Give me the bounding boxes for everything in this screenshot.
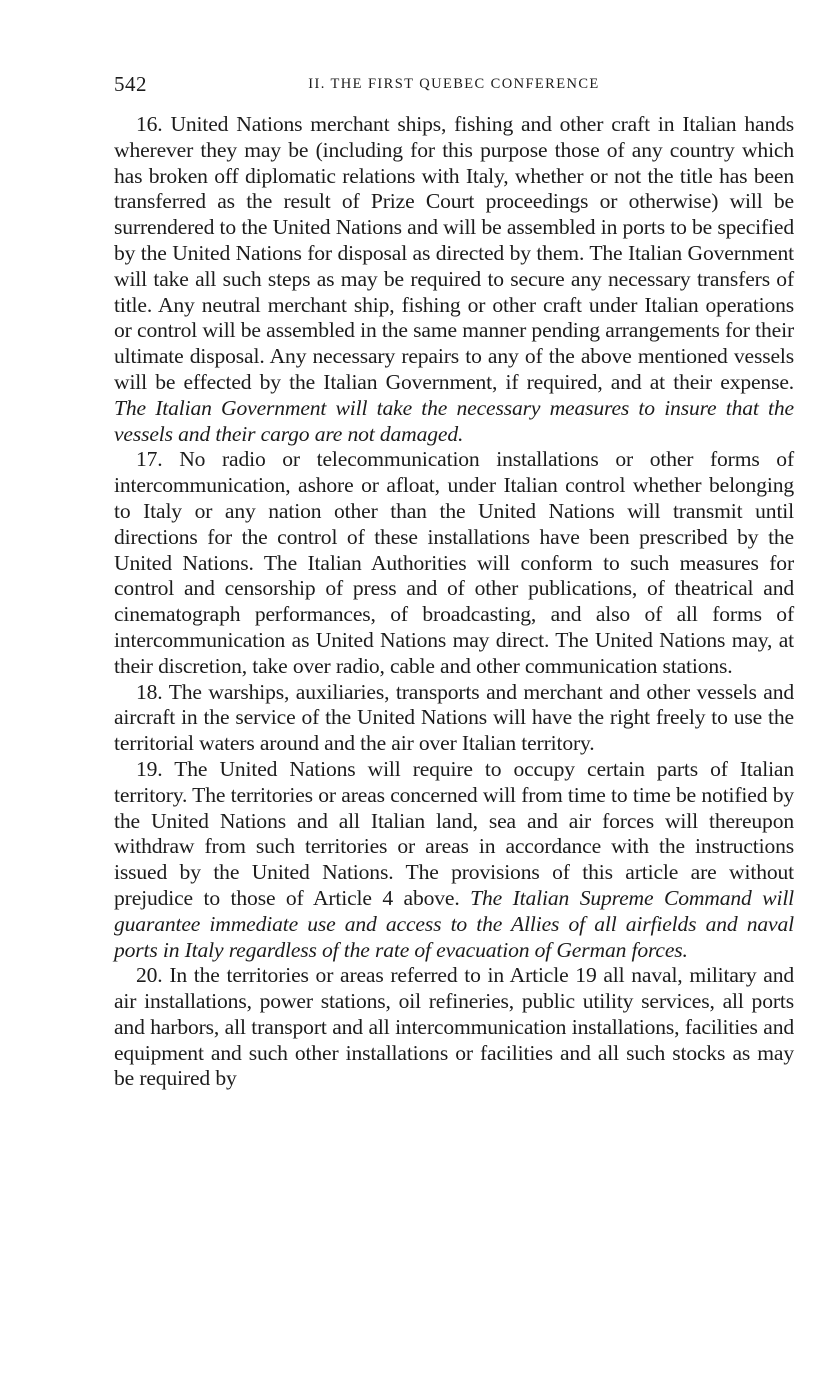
document-page xyxy=(114,70,794,1092)
article-19-italic-text: The Italian Supreme Command will guarantee immediate use and access to the Allies of all airfields and naval ports in Italy regardless of the rate of evacuation of German forces. xyxy=(114,885,795,962)
paragraph-article-19 xyxy=(114,757,794,963)
running-title: II. THE FIRST QUEBEC CONFERENCE xyxy=(308,76,600,92)
running-head xyxy=(114,70,794,100)
article-16-italic-text: The Italian Government will take the necessary measures to insure that the vessels and their cargo are not damaged. xyxy=(114,395,794,446)
article-19-text: 19. The United Nations will require to occupy certain parts of Italian territory. The territories or areas concerned will from time to time be notified by the United Nations and all Italian land, sea and air forces will thereupon withdraw from such territories or areas in accordance with the instructions issued by the United Nations. The provisions of this article are without prejudice to those of Article 4 above. xyxy=(114,756,794,910)
article-16-text: 16. United Nations merchant ships, fishing and other craft in Italian hands wherever they may be (including for this purpose those of any country which has broken off diplomatic relations with Italy, whether or not the title has been transferred as the result of Prize Court proceedings or otherwise) will be surrendered to the United Nations and will be assembled in ports to be specified by the United Nations for disposal as directed by them. The Italian Government will take all such steps as may be required to secure any necessary transfers of title. Any neutral merchant ship, fishing or other craft under Italian operations or control will be assembled in the same manner pending arrangements for their ultimate disposal. Any necessary repairs to any of the above mentioned vessels will be effected by the Italian Government, if required, and at their expense. xyxy=(114,112,794,394)
paragraph-article-17 xyxy=(114,447,794,679)
page-number: 542 xyxy=(114,72,147,96)
paragraph-article-16 xyxy=(114,112,794,447)
article-18-text: 18. The warships, auxiliaries, transports and merchant and other vessels and aircraft in the service of the United Nations will have the right freely to use the territorial waters around and the air over Italian territory. xyxy=(114,679,794,756)
article-20-text: 20. In the territories or areas referred to in Article 19 all naval, military and air installations, power stations, oil refineries, public utility services, all ports and harbors, all transport and all intercommunication installations, facilities and equipment and such other installations or facilities and all such stocks as may be required by xyxy=(114,963,794,1091)
paragraph-article-18 xyxy=(114,680,794,757)
paragraph-article-20 xyxy=(114,963,794,1092)
article-17-text: 17. No radio or telecommunication installations or other forms of intercommunication, ashore or afloat, under Italian control whether belonging to Italy or any nation other than the United Nations will transmit until directions for the control of these installations have been prescribed by the United Nations. The Italian Authorities will conform to such measures for control and censorship of press and of other publications, of theatrical and cinematograph performances, of broadcasting, and also of all forms of intercommunication as United Nations may direct. The United Nations may, at their discretion, take over radio, cable and other communication stations. xyxy=(114,447,794,678)
